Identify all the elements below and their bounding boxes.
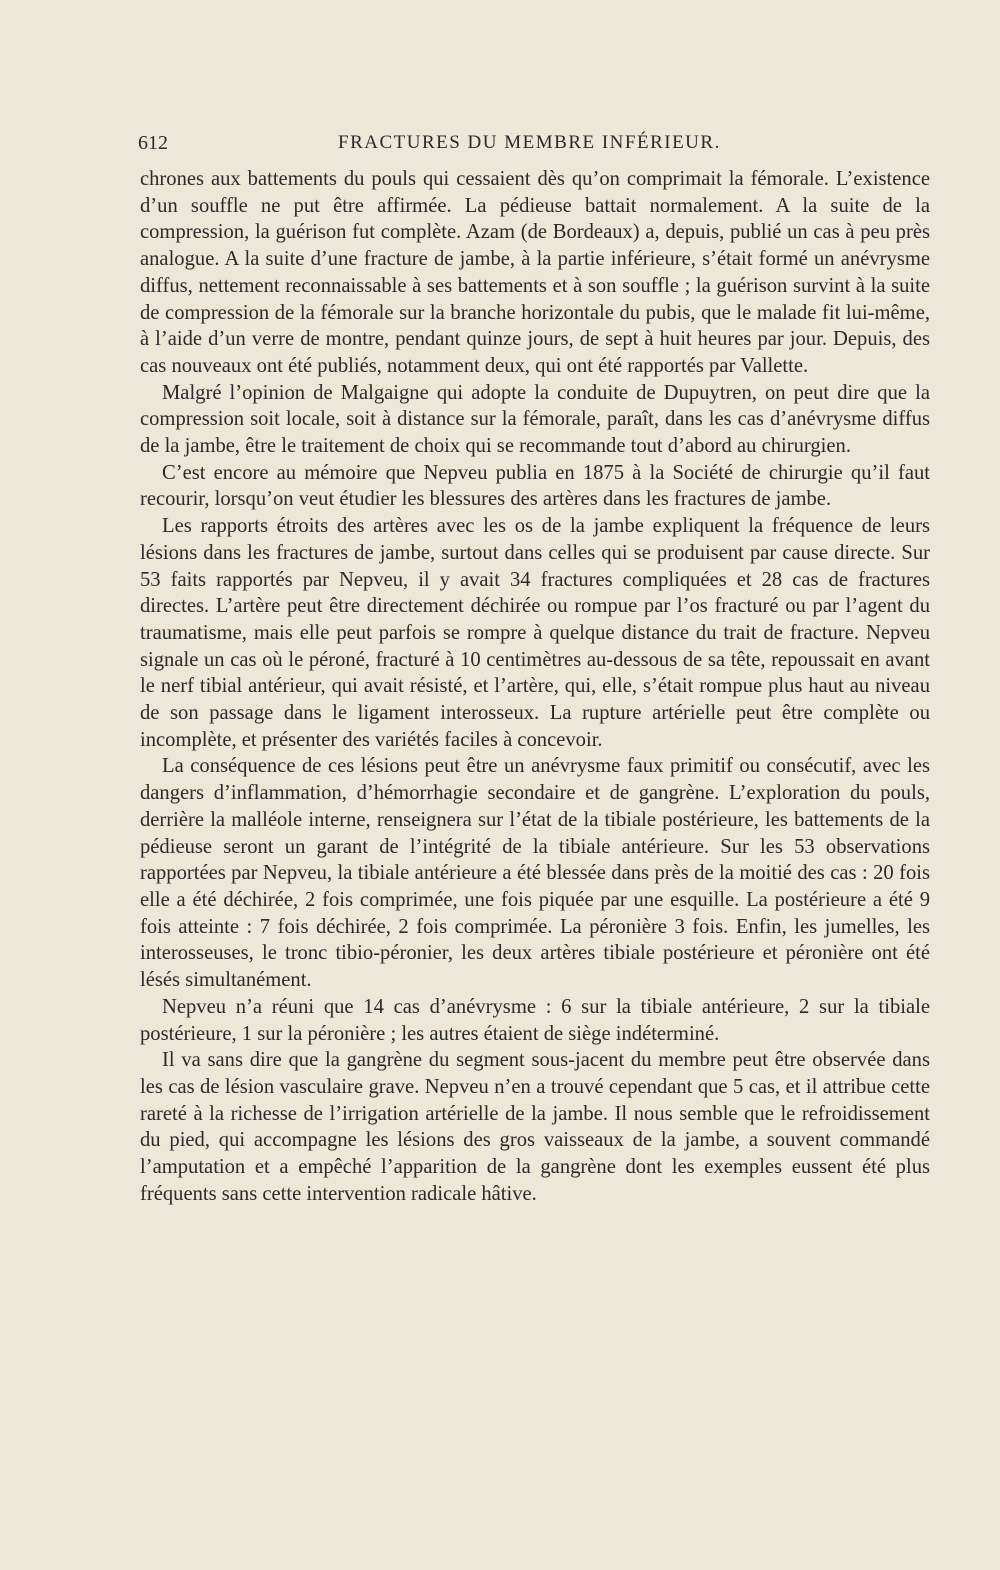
running-title: FRACTURES DU MEMBRE INFÉRIEUR. bbox=[338, 132, 721, 153]
running-header bbox=[138, 132, 938, 162]
paragraph: La conséquence de ces lésions peut être un anévrysme faux primitif ou consécutif, avec les dangers d’inflammation, d’hémorrhagie secondaire et de gangrène. L’exploration du pouls, derrière la malléole interne, renseignera sur l’état de la tibiale postérieure, les battements de la pédieuse seront un garant de l’intégrité de la tibiale antérieure. Sur les 53 observations rapportées par Nepveu, la tibiale antérieure a été blessée dans près de la moitié des cas : 20 fois elle a été déchirée, 2 fois comprimée, une fois piquée par une esquille. La postérieure a été 9 fois atteinte : 7 fois déchirée, 2 fois comprimée. La péronière 3 fois. Enfin, les jumelles, les interosseuses, le tronc tibio-péronier, les deux artères tibiale postérieure et péronière ont été lésés simultanément. bbox=[140, 755, 930, 992]
paragraph: Nepveu n’a réuni que 14 cas d’anévrysme : 6 sur la tibiale antérieure, 2 sur la tibiale postérieure, 1 sur la péronière ; les autres étaient de siège indéterminé. bbox=[140, 995, 930, 1045]
body-text bbox=[140, 166, 930, 1207]
page-number: 612 bbox=[138, 132, 168, 154]
paragraph: Les rapports étroits des artères avec les os de la jambe expliquent la fréquence de leurs lésions dans les fractures de jambe, surtout dans celles qui se produisent par cause directe. Sur 53 faits rapportés par Nepveu, il y avait 34 fractures compliquées et 28 cas de fractures directes. L’artère peut être directement déchirée ou rompue par l’os fracturé ou par l’agent du traumatisme, mais elle peut parfois se rompre à quelque distance du trait de fracture. Nepveu signale un cas où le péroné, fracturé à 10 centimètres au-dessous de sa tête, repoussait en avant le nerf tibial antérieur, qui avait résisté, et l’artère, qui, elle, s’était rompue plus haut au niveau de son passage dans le ligament interosseux. La rupture artérielle peut être complète ou incomplète, et présenter des variétés faciles à concevoir. bbox=[140, 515, 930, 751]
paragraph: Malgré l’opinion de Malgaigne qui adopte la conduite de Dupuytren, on peut dire que la compression soit locale, soit à distance sur la fémorale, paraît, dans les cas d’anévrysme diffus de la jambe, être le traitement de choix qui se recommande tout d’abord au chirurgien. bbox=[140, 381, 930, 458]
paragraph-continued: chrones aux battements du pouls qui cessaient dès qu’on comprimait la fémorale. L’existence d’un souffle ne put être affirmée. La pédieuse battait normalement. A la suite de la compression, la guérison fut complète. Azam (de Bordeaux) a, depuis, publié un cas à peu près analogue. A la suite d’une fracture de jambe, à la partie inférieure, s’était formé un anévrysme diffus, nettement reconnaissable à ses battements et à son souffle ; la guérison survint à la suite de compression de la fémorale sur la branche horizontale du pubis, que le malade fit lui-même, à l’aide d’un verre de montre, pendant quinze jours, de sept à huit heures par jour. Depuis, des cas nouveaux ont été publiés, notamment deux, qui ont été rapportés par Vallette. bbox=[140, 168, 930, 377]
paragraph: Il va sans dire que la gangrène du segment sous-jacent du membre peut être observée dans les cas de lésion vasculaire grave. Nepveu n’en a trouvé cependant que 5 cas, et il attribue cette rareté à la richesse de l’irrigation artérielle de la jambe. Il nous semble que le refroidissement du pied, qui accompagne les lésions des gros vaisseaux de la jambe, a souvent commandé l’amputation et a empêché l’apparition de la gangrène dont les exemples eussent été plus fréquents sans cette intervention radicale hâtive. bbox=[140, 1049, 930, 1205]
paragraph: C’est encore au mémoire que Nepveu publia en 1875 à la Société de chirurgie qu’il faut recourir, lorsqu’on veut étudier les blessures des artères dans les fractures de jambe. bbox=[140, 461, 930, 511]
